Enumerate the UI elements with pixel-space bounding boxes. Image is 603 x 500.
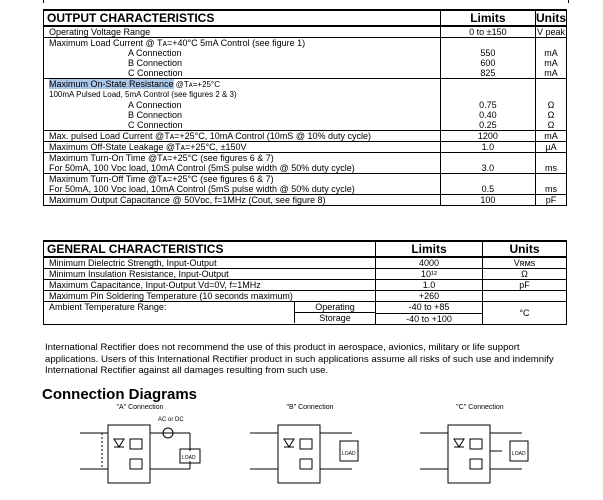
general-param: Minimum Dielectric Strength, Input-Output xyxy=(44,257,376,269)
output-limit: 3.0 xyxy=(440,163,535,174)
output-title: OUTPUT CHARACTERISTICS xyxy=(44,10,441,26)
output-unit: Ω xyxy=(536,100,567,110)
diagram-a-load-label: LOAD xyxy=(182,455,196,461)
general-unit: Ω xyxy=(483,269,567,280)
ambient-label: Ambient Temperature Range: xyxy=(49,302,167,312)
output-limit xyxy=(440,38,535,49)
diagram-a-source-label: AC or DC xyxy=(158,417,184,423)
general-limit: 4000 xyxy=(376,257,483,269)
output-unit xyxy=(536,90,567,100)
output-row xyxy=(44,163,567,174)
general-units-header: Units xyxy=(483,241,567,257)
table-top-edge xyxy=(43,0,569,3)
output-unit: pF xyxy=(536,195,567,206)
output-unit: ms xyxy=(536,184,567,195)
output-unit: Ω xyxy=(536,120,567,131)
output-unit: µA xyxy=(536,142,567,153)
general-unit xyxy=(483,291,567,302)
output-param: Max. pulsed Load Current @Tᴀ=+25°C, 10mA Control (10mS @ 10% duty cycle) xyxy=(44,131,441,142)
output-limit: 0.75 xyxy=(440,100,535,110)
output-limit: 1200 xyxy=(440,131,535,142)
operating-label: Operating xyxy=(294,302,375,313)
output-limit xyxy=(440,79,535,91)
output-row xyxy=(44,184,567,195)
output-unit: mA xyxy=(536,58,567,68)
output-row xyxy=(44,195,567,206)
general-param: Maximum Pin Soldering Temperature (10 seconds maximum) xyxy=(44,291,376,302)
output-unit xyxy=(536,153,567,164)
output-unit: mA xyxy=(536,131,567,142)
output-limit: 825 xyxy=(440,68,535,79)
disclaimer-text: International Rectifier does not recommend the use of this product in aerospace, avionics, military or life support applications. Users of this International Rectifier product in such applications assume all risks of such use and indemnify International Rectifier against all damages resulting from such use. xyxy=(45,342,554,376)
general-row xyxy=(44,257,567,269)
output-row xyxy=(44,38,567,49)
output-row xyxy=(44,79,567,91)
output-param: A Connection xyxy=(44,100,441,110)
diagram-c-load-label: LOAD xyxy=(512,451,526,457)
output-unit: ms xyxy=(536,163,567,174)
output-limits-header: Limits xyxy=(440,10,535,26)
output-row xyxy=(44,58,567,68)
general-limit: 1.0 xyxy=(376,280,483,291)
output-limit: 0.25 xyxy=(440,120,535,131)
output-param: For 50mA, 100 Vᴅᴄ load, 10mA Control (5mS pulse width @ 50% duty cycle) xyxy=(44,163,441,174)
output-row xyxy=(44,174,567,185)
output-row xyxy=(44,131,567,142)
output-limit xyxy=(440,174,535,185)
output-units-header: Units xyxy=(536,11,566,25)
connection-diagrams-title: Connection Diagrams xyxy=(42,386,198,403)
output-limit: 100 xyxy=(440,195,535,206)
output-limit: 600 xyxy=(440,58,535,68)
output-param: C Connection xyxy=(44,68,441,79)
output-limit xyxy=(440,153,535,164)
general-unit: Vʀᴍѕ xyxy=(483,257,567,269)
output-unit: mA xyxy=(536,48,567,58)
diagram-a-schematic xyxy=(70,411,210,491)
storage-limit: -40 to +100 xyxy=(376,313,483,324)
diagram-c xyxy=(410,404,550,496)
general-limit: +260 xyxy=(376,291,483,302)
output-unit xyxy=(536,79,567,91)
output-limit: 0 to ±150 xyxy=(440,26,535,38)
operating-limit: -40 to +85 xyxy=(376,302,483,314)
output-param: Maximum Output Capacitance @ 50Vᴅᴄ, f=1MHz (Cout, see figure 8) xyxy=(44,195,441,206)
output-row xyxy=(44,48,567,58)
general-header-row xyxy=(44,241,567,257)
output-limit xyxy=(440,90,535,100)
output-row xyxy=(44,110,567,120)
general-row xyxy=(44,280,567,291)
output-param: B Connection xyxy=(44,110,441,120)
general-unit: pF xyxy=(483,280,567,291)
highlighted-param: Maximum On-State Resistance xyxy=(49,79,174,89)
output-row xyxy=(44,100,567,110)
diagram-b xyxy=(240,404,380,496)
general-row xyxy=(44,269,567,280)
output-limit: 0.5 xyxy=(440,184,535,195)
output-limit: 0.40 xyxy=(440,110,535,120)
output-param: 100mA Pulsed Load, 5mA Control (see figures 2 & 3) xyxy=(44,90,441,100)
diagram-c-schematic xyxy=(410,411,550,491)
storage-label: Storage xyxy=(294,313,375,323)
output-header-row xyxy=(44,10,567,26)
diagram-a-label: "A" Connection xyxy=(116,404,164,411)
general-limits-header: Limits xyxy=(376,241,483,257)
output-characteristics-table xyxy=(43,9,567,206)
diagram-a xyxy=(70,404,210,496)
output-row xyxy=(44,90,567,100)
general-row xyxy=(44,291,567,302)
output-param: For 50mA, 100 Vᴅᴄ load, 10mA Control (5mS pulse width @ 50% duty cycle) xyxy=(44,184,441,195)
general-param: Maximum Capacitance, Input-Output Vd=0V, f=1MHz xyxy=(44,280,376,291)
ambient-row-operating xyxy=(44,302,567,314)
diagram-b-load-label: LOAD xyxy=(342,451,356,457)
ambient-unit: °C xyxy=(483,302,567,325)
general-limit: 10¹² xyxy=(376,269,483,280)
output-unit: V peak xyxy=(536,27,566,37)
output-unit: mA xyxy=(536,68,567,79)
output-param: Maximum Turn-On Time @Tᴀ=+25°C (see figures 6 & 7) xyxy=(44,153,441,164)
diagram-b-label: "B" Connection xyxy=(286,404,334,411)
output-row xyxy=(44,142,567,153)
output-row xyxy=(44,153,567,164)
output-unit: Ω xyxy=(536,110,567,120)
output-param: Maximum On-State Resistance @Tᴀ=+25°C xyxy=(44,79,441,91)
output-limit: 1.0 xyxy=(440,142,535,153)
output-limit: 550 xyxy=(440,48,535,58)
output-row xyxy=(44,120,567,131)
output-param: Maximum Load Current @ Tᴀ=+40°C 5mA Control (see figure 1) xyxy=(44,38,441,49)
output-unit xyxy=(536,174,567,185)
output-row xyxy=(44,68,567,79)
output-param: C Connection xyxy=(44,120,441,131)
diagram-c-label: "C" Connection xyxy=(456,404,504,411)
output-param: A Connection xyxy=(44,48,441,58)
general-title: GENERAL CHARACTERISTICS xyxy=(44,241,376,257)
general-param: Minimum Insulation Resistance, Input-Output xyxy=(44,269,376,280)
output-unit xyxy=(536,38,567,49)
output-row xyxy=(44,26,567,38)
output-param: Maximum Turn-Off Time @Tᴀ=+25°C (see figures 6 & 7) xyxy=(44,174,441,185)
output-param: B Connection xyxy=(44,58,441,68)
diagram-b-schematic xyxy=(240,411,380,491)
output-param: Operating Voltage Range xyxy=(44,26,441,38)
general-characteristics-table xyxy=(43,240,567,325)
output-param: Maximum Off-State Leakage @Tᴀ=+25°C, ±150V xyxy=(44,142,441,153)
